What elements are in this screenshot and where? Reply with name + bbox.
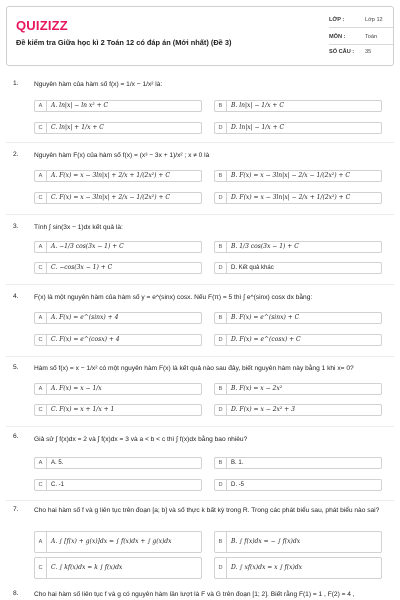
option-text: C. −cos(3x − 1) + C — [51, 264, 113, 271]
option-letter: B — [215, 101, 227, 111]
option-letter: B — [215, 242, 227, 252]
option-text: C. ∫ kf(x)dx = k ∫ f(x)dx — [51, 564, 123, 571]
option-text: D. ln|x| − 1/x + C — [231, 124, 285, 131]
option-letter: A — [35, 532, 47, 552]
option-letter: D — [215, 193, 227, 203]
meta-question-count — [329, 49, 393, 59]
document-header — [6, 6, 394, 66]
option-letter: A — [35, 313, 47, 323]
option-c[interactable] — [34, 122, 202, 134]
meta-class-value: Lớp 12 — [365, 17, 383, 23]
option-text: D. ∫ xf(x)dx = x ∫ f(x)dx — [231, 564, 303, 571]
option-text: B. F(x) = x − 3ln|x| − 2/x − 1/(2x²) + C — [231, 172, 351, 179]
option-a[interactable] — [34, 100, 202, 112]
question-number: 6. — [13, 433, 19, 440]
option-letter: C — [35, 558, 47, 578]
question-divider — [6, 284, 394, 285]
question-text: Giả sử ∫ f(x)dx = 2 và ∫ f(x)dx = 3 và a < b < c thì ∫ f(x)dx bằng bao nhiêu? — [34, 436, 248, 443]
question-divider — [6, 214, 394, 215]
meta-subject-value: Toán — [365, 34, 378, 40]
option-text: C. F(x) = e^(cosx) + 4 — [51, 336, 120, 343]
meta-count-label: SỐ CÂU : — [329, 49, 355, 55]
question-divider — [6, 142, 394, 143]
question-divider — [6, 500, 394, 501]
option-a[interactable] — [34, 531, 202, 553]
option-b[interactable] — [214, 383, 382, 395]
option-c[interactable] — [34, 479, 202, 491]
option-d[interactable] — [214, 404, 382, 416]
option-a[interactable] — [34, 383, 202, 395]
question-number: 3. — [13, 223, 19, 230]
option-text: A. ∫ [f(x) + g(x)]dx = ∫ f(x)dx + ∫ g(x)dx — [51, 538, 172, 545]
option-letter: A — [35, 242, 47, 252]
option-text: A. −1/3 cos(3x − 1) + C — [51, 243, 124, 250]
quizizz-logo: QUIZIZZ — [16, 18, 68, 33]
option-text: D. Kết quả khác — [231, 265, 274, 271]
option-d[interactable] — [214, 262, 382, 274]
option-text: D. F(x) = x − 3ln|x| − 2/x + 1/(2x²) + C — [231, 194, 351, 201]
option-text: B. ∫ f(x)dx = − ∫ f(x)dx — [231, 538, 301, 545]
option-letter: A — [35, 171, 47, 181]
question-text: Nguyên hàm F(x) của hàm số f(x) = (x³ − 3x + 1)/x² ; x ≠ 0 là — [34, 152, 210, 159]
option-a[interactable] — [34, 312, 202, 324]
option-letter: D — [215, 335, 227, 345]
option-letter: C — [35, 335, 47, 345]
meta-subject — [329, 34, 393, 44]
option-text: C. ln|x| + 1/x + C — [51, 124, 104, 131]
option-text: D. -5 — [231, 482, 245, 488]
meta-class — [329, 17, 393, 27]
question-number: 4. — [13, 293, 19, 300]
option-letter: C — [35, 405, 47, 415]
option-b[interactable] — [214, 100, 382, 112]
option-text: D. F(x) = x − 2x² + 3 — [231, 406, 295, 413]
meta-divider — [329, 44, 393, 45]
question-number: 2. — [13, 151, 19, 158]
question-number: 8. — [13, 590, 19, 597]
option-letter: B — [215, 313, 227, 323]
question-text: Cho hai hàm số f và g liên tục trên đoạn [a; b] và số thực k bất kỳ trong R. Trong các phát biểu sau, phát biểu nào sai? — [34, 507, 380, 514]
option-letter: A — [35, 384, 47, 394]
question-number: 1. — [13, 80, 19, 87]
option-letter: D — [215, 480, 227, 490]
question-number: 5. — [13, 364, 19, 371]
option-letter: D — [215, 263, 227, 273]
option-letter: D — [215, 123, 227, 133]
option-text: A. F(x) = x − 3ln|x| + 2/x + 1/(2x²) + C — [51, 172, 170, 179]
meta-subject-label: MÔN : — [329, 34, 346, 40]
option-b[interactable] — [214, 312, 382, 324]
option-c[interactable] — [34, 334, 202, 346]
option-letter: D — [215, 558, 227, 578]
option-letter: C — [35, 263, 47, 273]
option-c[interactable] — [34, 557, 202, 579]
option-b[interactable] — [214, 531, 382, 553]
option-c[interactable] — [34, 192, 202, 204]
option-text: B. 1/3 cos(3x − 1) + C — [231, 243, 299, 250]
question-text: Tính ∫ sin(3x − 1)dx kết quả là: — [34, 224, 123, 231]
option-b[interactable] — [214, 241, 382, 253]
question-divider — [6, 426, 394, 427]
option-text: A. F(x) = x − 1/x — [51, 385, 102, 392]
option-text: C. -1 — [51, 482, 65, 488]
option-letter: D — [215, 405, 227, 415]
option-d[interactable] — [214, 122, 382, 134]
question-text: Cho hai hàm số liên tục f và g có nguyên hàm lần lượt là F và G trên đoạn [1; 2]. Biết rằng F(1) = 1 , F(2) = 4 , — [34, 591, 355, 598]
question-text: Hàm số f(x) = x − 1/x² có một nguyên hàm F(x) là kết quả nào sau đây, biết nguyên hàm này bằng 1 khi x= 0? — [34, 365, 354, 372]
question-text: Nguyên hàm của hàm số f(x) = 1/x − 1/x² là: — [34, 81, 163, 88]
meta-class-label: LỚP : — [329, 17, 345, 23]
option-text: B. F(x) = x − 2x² — [231, 385, 283, 392]
option-b[interactable] — [214, 457, 382, 469]
option-text: B. F(x) = e^(sinx) + C — [231, 314, 300, 321]
option-letter: C — [35, 193, 47, 203]
option-letter: C — [35, 480, 47, 490]
option-d[interactable] — [214, 192, 382, 204]
option-letter: A — [35, 101, 47, 111]
option-letter: B — [215, 171, 227, 181]
option-text: A. ln|x| − ln x² + C — [51, 102, 109, 109]
option-a[interactable] — [34, 241, 202, 253]
option-text: C. F(x) = x − 3ln|x| + 2/x − 1/(2x²) + C — [51, 194, 170, 201]
option-text: D. F(x) = e^(cosx) + C — [231, 336, 301, 343]
option-letter: B — [215, 458, 227, 468]
option-b[interactable] — [214, 170, 382, 182]
option-a[interactable] — [34, 170, 202, 182]
option-c[interactable] — [34, 404, 202, 416]
option-letter: B — [215, 384, 227, 394]
meta-count-value: 35 — [365, 49, 372, 55]
option-letter: C — [35, 123, 47, 133]
question-number: 7. — [13, 506, 19, 513]
option-a[interactable] — [34, 457, 202, 469]
option-text: B. 1. — [231, 460, 244, 466]
option-d[interactable] — [214, 557, 382, 579]
option-d[interactable] — [214, 334, 382, 346]
option-c[interactable] — [34, 262, 202, 274]
option-text: A. 5. — [51, 460, 64, 466]
question-divider — [6, 356, 394, 357]
question-text: F(x) là một nguyên hàm của hàm số y = e^(sinx) cosx. Nếu F(π) = 5 thì ∫ e^(sinx) cosx dx bằng: — [34, 294, 313, 301]
option-text: C. F(x) = x + 1/x + 1 — [51, 406, 115, 413]
option-text: B. ln|x| − 1/x + C — [231, 102, 284, 109]
document-title: Đề kiểm tra Giữa học kì 2 Toán 12 có đáp án (Mới nhất) (Đề 3) — [16, 38, 232, 47]
option-letter: A — [35, 458, 47, 468]
option-text: A. F(x) = e^(sinx) + 4 — [51, 314, 119, 321]
option-letter: B — [215, 532, 227, 552]
option-d[interactable] — [214, 479, 382, 491]
meta-divider — [329, 27, 393, 28]
